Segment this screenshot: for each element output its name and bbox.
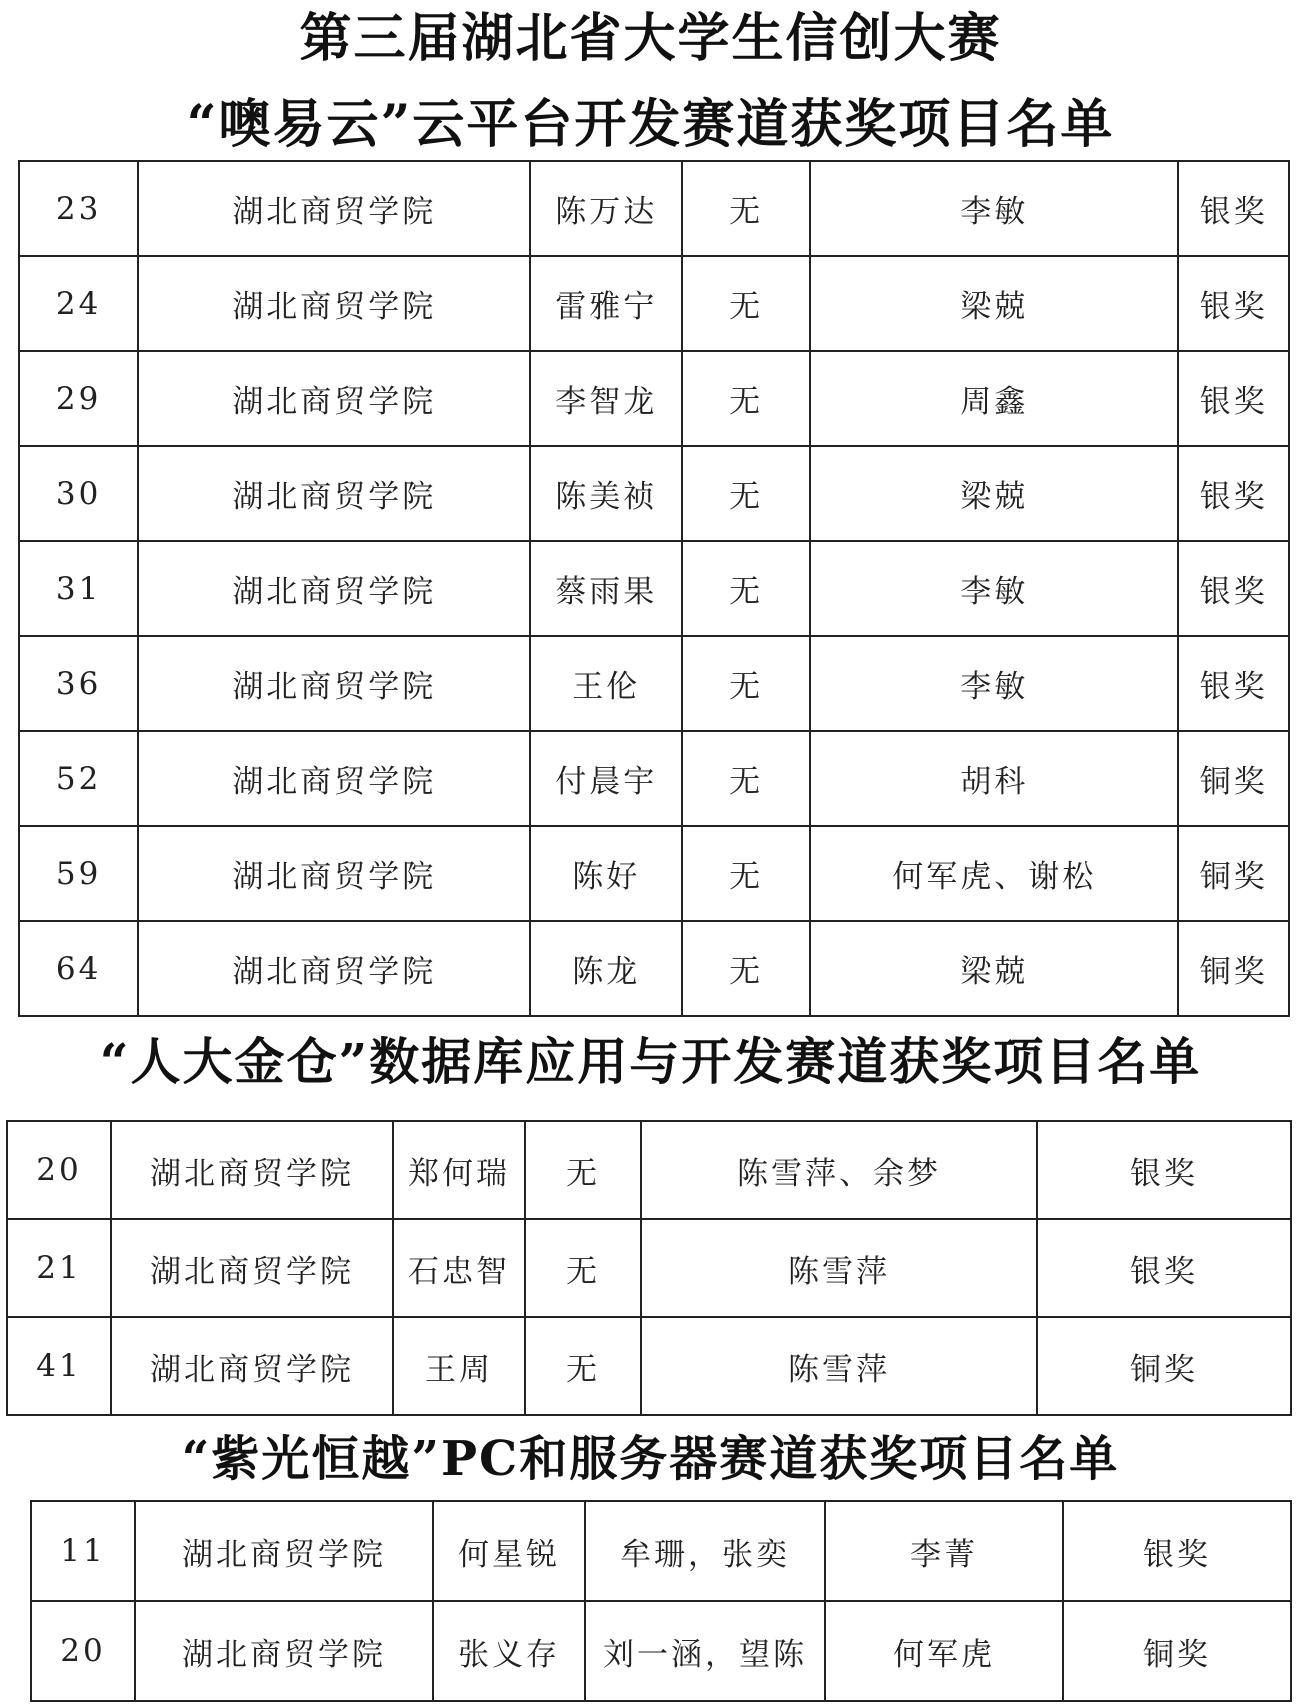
cell-student: 张义存 [433,1601,585,1701]
cell-number: 29 [19,351,138,446]
cell-co-member: 无 [682,446,810,541]
cell-award: 银奖 [1178,256,1289,351]
cell-student: 陈龙 [530,921,682,1016]
cell-co-member: 无 [682,636,810,731]
table-row [19,446,1289,541]
cell-school: 湖北商贸学院 [111,1219,393,1317]
cell-advisor: 李菁 [825,1501,1063,1601]
cell-number: 23 [19,161,138,256]
cell-award: 银奖 [1037,1219,1291,1317]
main-title: 第三届湖北省大学生信创大赛 [299,8,1002,69]
cell-co-member: 刘一涵，望陈 [585,1601,825,1701]
results-table-database [6,1120,1292,1416]
cell-school: 湖北商贸学院 [138,161,530,256]
table-row [19,826,1289,921]
cell-number: 59 [19,826,138,921]
cell-co-member: 无 [682,256,810,351]
cell-school: 湖北商贸学院 [135,1601,433,1701]
cell-number: 31 [19,541,138,636]
cell-number: 11 [31,1501,135,1601]
cell-school: 湖北商贸学院 [138,541,530,636]
table-row [19,351,1289,446]
cell-number: 64 [19,921,138,1016]
cell-school: 湖北商贸学院 [138,921,530,1016]
cell-award: 铜奖 [1178,921,1289,1016]
cell-co-member: 无 [682,731,810,826]
cell-advisor: 李敏 [810,161,1178,256]
cell-award: 银奖 [1063,1501,1291,1601]
cell-number: 24 [19,256,138,351]
table-row [7,1121,1291,1219]
cell-school: 湖北商贸学院 [138,446,530,541]
table-row [7,1219,1291,1317]
cell-student: 陈好 [530,826,682,921]
cell-student: 付晨宇 [530,731,682,826]
cell-number: 41 [7,1317,111,1415]
cell-student: 李智龙 [530,351,682,446]
table-row [7,1317,1291,1415]
cell-student: 蔡雨果 [530,541,682,636]
cell-advisor: 陈雪萍、余梦 [641,1121,1037,1219]
cell-student: 雷雅宁 [530,256,682,351]
cell-school: 湖北商贸学院 [135,1501,433,1601]
cell-award: 银奖 [1178,541,1289,636]
cell-co-member: 无 [525,1317,641,1415]
cell-award: 银奖 [1178,351,1289,446]
section-title-database: “人大金仓”数据库应用与开发赛道获奖项目名单 [99,1032,1202,1091]
cell-co-member: 无 [682,541,810,636]
cell-advisor: 李敏 [810,541,1178,636]
results-table-pc-server [30,1500,1292,1702]
cell-award: 银奖 [1178,161,1289,256]
cell-school: 湖北商贸学院 [138,636,530,731]
cell-student: 王周 [393,1317,525,1415]
cell-number: 30 [19,446,138,541]
cell-student: 何星锐 [433,1501,585,1601]
cell-award: 银奖 [1178,636,1289,731]
cell-advisor: 陈雪萍 [641,1317,1037,1415]
cell-student: 陈美祯 [530,446,682,541]
table-row [19,256,1289,351]
cell-school: 湖北商贸学院 [138,826,530,921]
cell-school: 湖北商贸学院 [111,1317,393,1415]
cell-student: 郑何瑞 [393,1121,525,1219]
cell-co-member: 无 [682,921,810,1016]
results-table-cloud-platform [18,160,1290,1017]
cell-co-member: 牟珊，张奕 [585,1501,825,1601]
cell-award: 铜奖 [1037,1317,1291,1415]
cell-student: 石忠智 [393,1219,525,1317]
cell-co-member: 无 [682,161,810,256]
cell-advisor: 李敏 [810,636,1178,731]
table-row [19,921,1289,1016]
cell-school: 湖北商贸学院 [138,351,530,446]
cell-school: 湖北商贸学院 [111,1121,393,1219]
cell-advisor: 何军虎、谢松 [810,826,1178,921]
cell-advisor: 梁兢 [810,921,1178,1016]
cell-co-member: 无 [682,826,810,921]
cell-number: 52 [19,731,138,826]
cell-co-member: 无 [682,351,810,446]
cell-award: 铜奖 [1063,1601,1291,1701]
table-row [19,541,1289,636]
table-row [19,636,1289,731]
cell-student: 陈万达 [530,161,682,256]
cell-advisor: 梁兢 [810,446,1178,541]
cell-award: 铜奖 [1178,826,1289,921]
cell-award: 银奖 [1037,1121,1291,1219]
cell-advisor: 何军虎 [825,1601,1063,1701]
cell-number: 36 [19,636,138,731]
cell-co-member: 无 [525,1219,641,1317]
section-title-cloud-platform: “噢易云”云平台开发赛道获奖项目名单 [186,94,1115,155]
section-title-pc-server: “紫光恒越”PC和服务器赛道获奖项目名单 [181,1431,1120,1487]
table-row [19,161,1289,256]
cell-advisor: 周鑫 [810,351,1178,446]
table-row [31,1501,1291,1601]
cell-award: 铜奖 [1178,731,1289,826]
cell-award: 银奖 [1178,446,1289,541]
cell-school: 湖北商贸学院 [138,731,530,826]
cell-student: 王伦 [530,636,682,731]
table-row [19,731,1289,826]
cell-number: 21 [7,1219,111,1317]
cell-number: 20 [7,1121,111,1219]
cell-school: 湖北商贸学院 [138,256,530,351]
cell-advisor: 陈雪萍 [641,1219,1037,1317]
cell-number: 20 [31,1601,135,1701]
table-row [31,1601,1291,1701]
cell-advisor: 胡科 [810,731,1178,826]
cell-advisor: 梁兢 [810,256,1178,351]
cell-co-member: 无 [525,1121,641,1219]
